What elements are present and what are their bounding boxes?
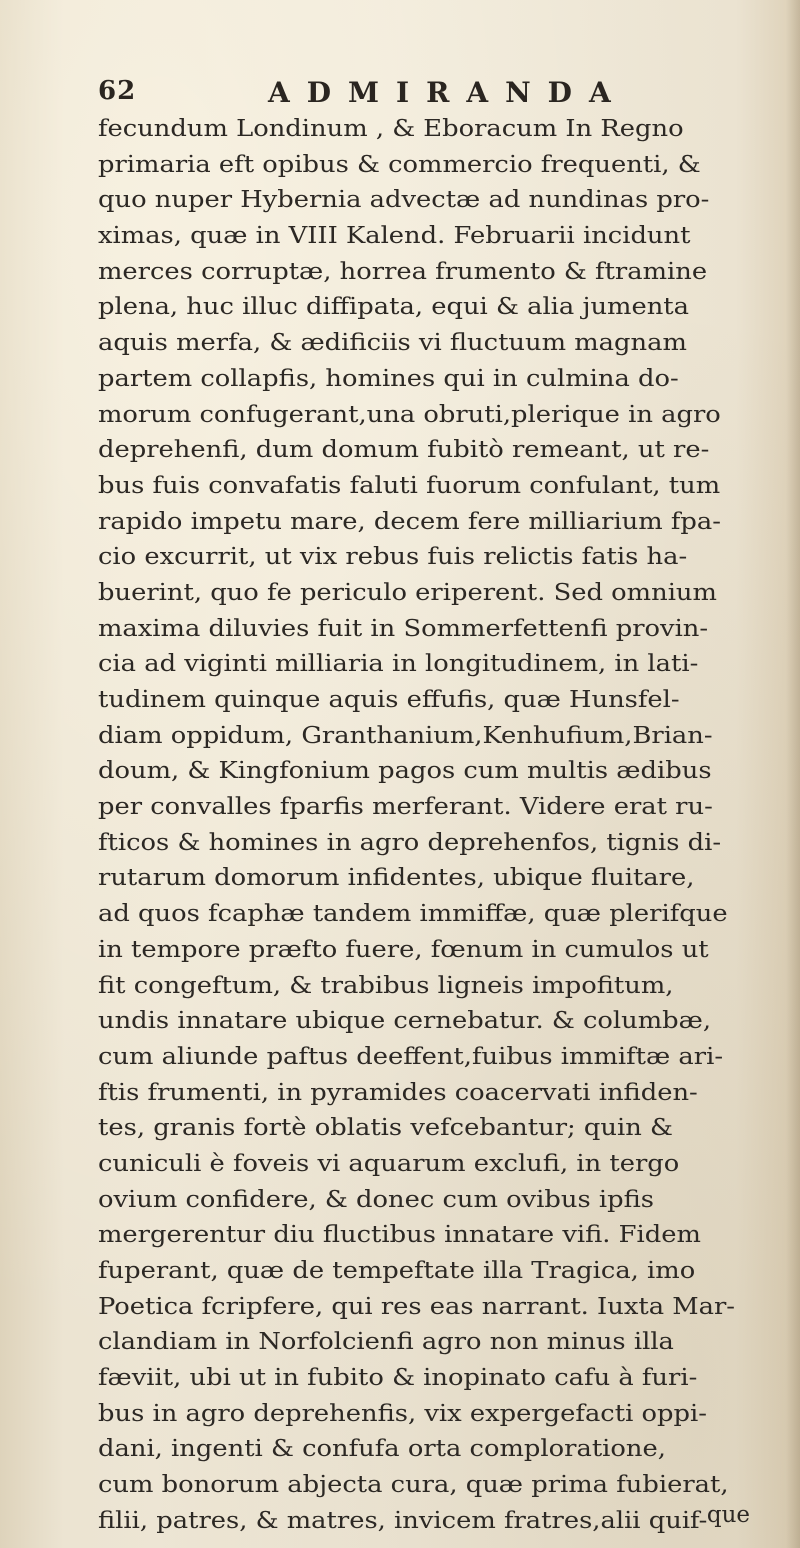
text-line: mergerentur diu fluctibus innatare vifi. Fidem xyxy=(98,1222,701,1249)
page-header xyxy=(98,76,758,116)
text-line: maxima diluvies fuit in Sommerfettenfi provin- xyxy=(98,615,709,642)
text-line: aquis merfa, & ædificiis vi fluctuum magnam xyxy=(98,330,687,357)
text-line: cio excurrit, ut vix rebus fuis relictis fatis ha- xyxy=(98,544,688,571)
page-number: 62 xyxy=(98,76,137,106)
text-line: primaria eft opibus & commercio frequenti, & xyxy=(98,151,701,178)
text-line: ad quos fcaphæ tandem immiffæ, quæ plerifque xyxy=(98,901,728,928)
text-line: morum confugerant,una obruti,plerique in agro xyxy=(98,401,721,428)
text-line: fecundum Londinum , & Eboracum In Regno xyxy=(98,116,684,142)
text-line: partem collapfis, homines qui in culmina do- xyxy=(98,365,679,392)
text-line: bus in agro deprehenfis, vix expergefacti oppi- xyxy=(98,1400,707,1427)
text-line: quo nuper Hybernia advectæ ad nundinas pro- xyxy=(98,187,710,214)
text-line: clandiam in Norfolcienfi agro non minus illa xyxy=(98,1329,674,1356)
text-line: cuniculi è foveis vi aquarum exclufi, in tergo xyxy=(98,1150,680,1177)
text-line: doum, & Kingfonium pagos cum multis ædibus xyxy=(98,758,712,785)
text-line: fæviit, ubi ut in fubito & inopinato cafu à furi- xyxy=(98,1365,698,1392)
text-line: undis innatare ubique cernebatur. & columbæ, xyxy=(98,1008,712,1035)
running-title: ADMIRANDA xyxy=(268,76,628,109)
text-line: cum aliunde paftus deeffent,fuibus immiftæ ari- xyxy=(98,1043,724,1070)
text-line: dani, ingenti & confufa orta comploratione, xyxy=(98,1436,666,1463)
text-line: cia ad viginti milliaria in longitudinem, in lati- xyxy=(98,651,699,678)
text-line: deprehenfi, dum domum fubitò remeant, ut re- xyxy=(98,437,710,464)
text-line: ftis frumenti, in pyramides coacervati infiden- xyxy=(98,1079,698,1106)
text-line: plena, huc illuc diffipata, equi & alia jumenta xyxy=(98,294,690,321)
text-line: bus fuis convafatis faluti fuorum confulant, tum xyxy=(98,472,721,499)
body-text xyxy=(98,112,778,1540)
text-line: diam oppidum, Granthanium,Kenhufium,Brian- xyxy=(98,722,713,749)
text-line: tes, granis fortè oblatis vefcebantur; quin & xyxy=(98,1115,673,1142)
text-line: filii, patres, & matres, invicem fratres,alii quif- xyxy=(98,1507,708,1534)
text-line: rutarum domorum infidentes, ubique fluitare, xyxy=(98,865,695,892)
text-line: per convalles fparfis merferant. Videre erat ru- xyxy=(98,794,713,821)
text-line: fit congeftum, & trabibus ligneis impofitum, xyxy=(98,972,674,999)
text-line: cum bonorum abjecta cura, quæ prima fubierat, xyxy=(98,1472,729,1499)
text-line: fuperant, quæ de tempeftate illa Tragica, imo xyxy=(98,1258,696,1284)
text-line: Poetica fcripfere, qui res eas narrant. Iuxta Mar- xyxy=(98,1293,736,1320)
text-line: ovium confidere, & donec cum ovibus ipfis xyxy=(98,1186,655,1213)
text-line: rapido impetu mare, decem fere milliarium fpa- xyxy=(98,508,721,535)
text-line: ximas, quæ in VIII Kalend. Februarii incidunt xyxy=(98,223,691,250)
text-line: buerint, quo fe periculo eriperent. Sed omnium xyxy=(98,579,717,606)
text-line: in tempore præfto fuere, fœnum in cumulos ut xyxy=(98,936,709,963)
text-line: tudinem quinque aquis effufis, quæ Hunsfel- xyxy=(98,687,680,713)
catchword: que xyxy=(706,1502,750,1528)
text-line: merces corruptæ, horrea frumento & ftramine xyxy=(98,258,708,285)
text-line: fticos & homines in agro deprehenfos, tignis di- xyxy=(98,829,722,856)
